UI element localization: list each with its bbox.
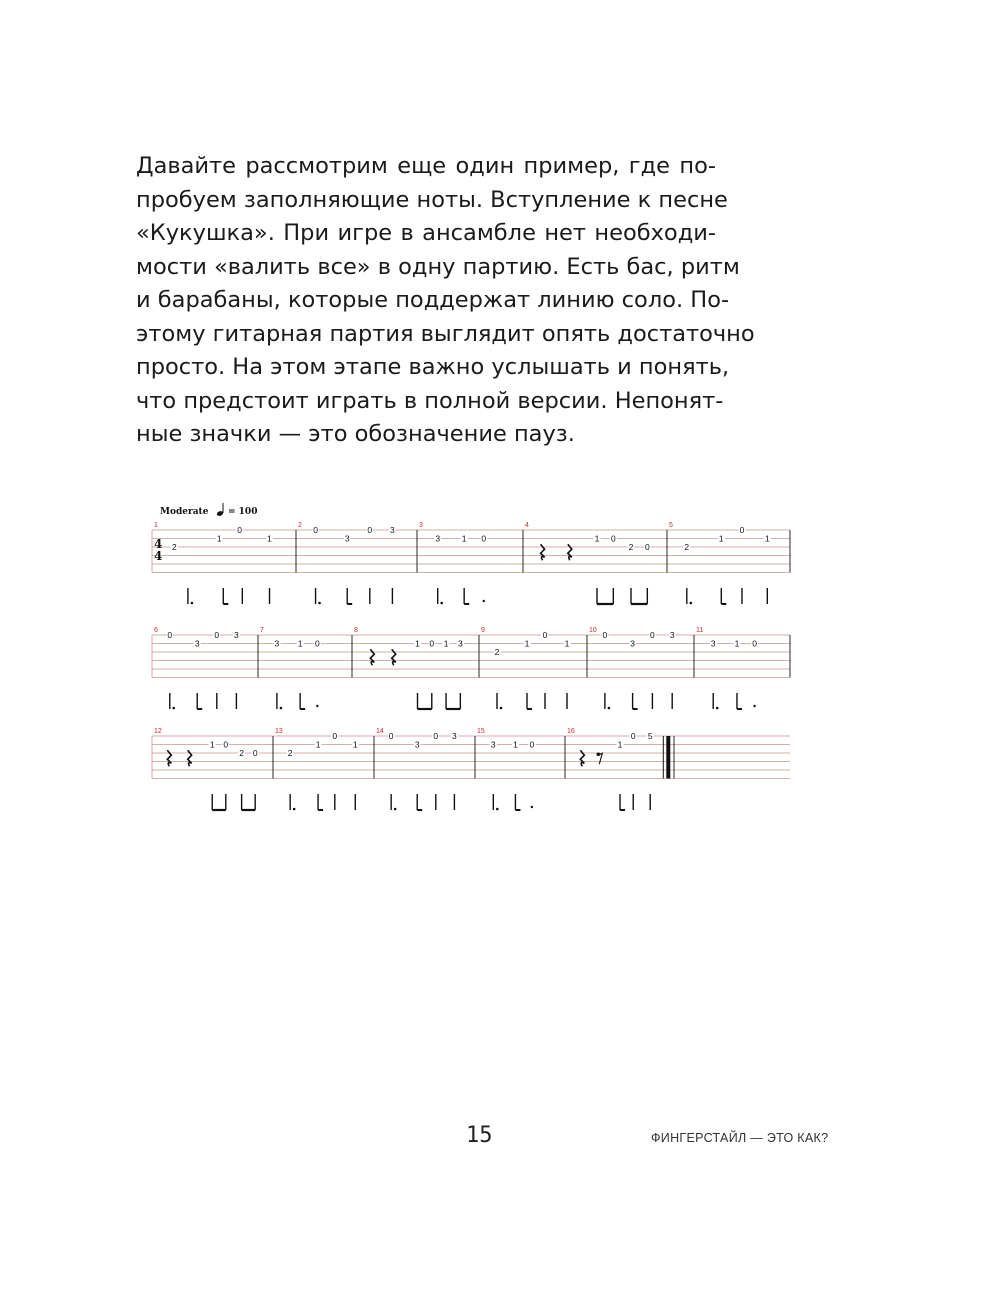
fret-number: 3 bbox=[234, 630, 239, 640]
fret-number: 0 bbox=[644, 542, 650, 552]
measure-number: 13 bbox=[275, 728, 283, 735]
tablature-svg bbox=[146, 495, 800, 825]
rhythm-dot bbox=[394, 808, 397, 811]
tempo-value: = 100 bbox=[228, 507, 258, 517]
fret-number: 3 bbox=[669, 630, 675, 640]
fret-number: 0 bbox=[367, 525, 373, 535]
fret-number: 3 bbox=[194, 638, 200, 649]
fret-number: 3 bbox=[414, 739, 420, 750]
fret-number: 3 bbox=[457, 638, 463, 649]
measure-number: 14 bbox=[376, 728, 384, 735]
measure-number: 12 bbox=[154, 728, 162, 735]
rhythm-dot bbox=[191, 602, 194, 605]
measure-number: 11 bbox=[696, 627, 704, 634]
fret-number: 2 bbox=[171, 542, 177, 552]
fret-number: 0 bbox=[314, 638, 320, 649]
fret-number: 0 bbox=[167, 630, 173, 640]
fret-number: 1 bbox=[315, 739, 321, 750]
fret-number: 2 bbox=[239, 748, 244, 758]
fret-number: 1 bbox=[513, 739, 518, 750]
measure-number: 16 bbox=[567, 728, 575, 735]
measure-number: 5 bbox=[669, 522, 673, 529]
fret-number: 0 bbox=[237, 525, 242, 535]
rhythm-half-mark bbox=[483, 600, 485, 602]
fret-number: 1 bbox=[718, 533, 724, 544]
measure-number: 7 bbox=[260, 627, 264, 634]
fret-number: 2 bbox=[684, 542, 690, 552]
paragraph-line: пробуем заполняющие ноты. Вступление к песне bbox=[136, 186, 728, 213]
tempo-label: Moderate bbox=[160, 507, 209, 517]
measure-number: 10 bbox=[589, 627, 597, 634]
paragraph-line: ные значки — это обозначение пауз. bbox=[136, 421, 575, 447]
fret-number: 1 bbox=[734, 638, 740, 649]
time-signature-bottom: 4 bbox=[154, 549, 163, 563]
fret-number: 1 bbox=[594, 533, 600, 544]
eighth-rest-stem bbox=[598, 753, 602, 764]
measure-number: 2 bbox=[298, 522, 302, 529]
fret-number: 0 bbox=[429, 638, 435, 649]
rhythm-dot bbox=[500, 707, 503, 710]
fret-number: 3 bbox=[490, 739, 496, 750]
fret-number: 1 bbox=[617, 739, 623, 750]
fret-number: 1 bbox=[216, 533, 222, 544]
paragraph-line: Давайте рассмотрим еще один пример, где по- bbox=[136, 153, 716, 179]
measure-number: 4 bbox=[525, 522, 529, 529]
measure-number: 15 bbox=[477, 728, 485, 735]
fret-number: 1 bbox=[352, 739, 358, 750]
fret-number: 0 bbox=[313, 525, 318, 535]
fret-number: 1 bbox=[415, 638, 420, 649]
paragraph-line: мости «валить все» в одну партию. Есть бас, ритм bbox=[136, 253, 740, 280]
fret-number: 0 bbox=[332, 731, 338, 741]
fret-number: 0 bbox=[602, 630, 608, 640]
fret-number: 3 bbox=[390, 525, 395, 535]
paragraph-line: и барабаны, которые поддержат линию соло. По- bbox=[136, 287, 730, 313]
fret-number: 5 bbox=[647, 731, 653, 741]
fret-number: 1 bbox=[564, 638, 570, 649]
rhythm-dot bbox=[293, 808, 296, 811]
fret-number: 3 bbox=[344, 533, 350, 544]
fret-number: 0 bbox=[223, 739, 229, 750]
fret-number: 3 bbox=[274, 638, 280, 649]
fret-number: 0 bbox=[214, 630, 220, 640]
final-thick-barline bbox=[666, 736, 670, 779]
measure-number: 1 bbox=[154, 522, 158, 529]
rhythm-dot bbox=[440, 602, 443, 605]
fret-number: 3 bbox=[630, 638, 635, 649]
paragraph-line: просто. На этом этапе важно услышать и понять, bbox=[136, 354, 730, 380]
rhythm-dot bbox=[608, 707, 611, 710]
measure-number: 8 bbox=[354, 627, 358, 634]
guitar-tablature bbox=[146, 495, 800, 825]
fret-number: 1 bbox=[764, 533, 770, 544]
fret-number: 0 bbox=[529, 739, 535, 750]
fret-number: 3 bbox=[452, 731, 457, 741]
measure-number: 9 bbox=[481, 627, 485, 634]
fret-number: 2 bbox=[494, 647, 500, 657]
body-paragraph bbox=[136, 150, 755, 452]
rhythm-half-mark bbox=[753, 705, 755, 707]
fret-number: 2 bbox=[287, 748, 293, 758]
fret-number: 0 bbox=[739, 525, 745, 535]
fret-number: 0 bbox=[610, 533, 616, 544]
fret-number: 0 bbox=[542, 630, 548, 640]
fret-number: 0 bbox=[388, 731, 394, 741]
fret-number: 0 bbox=[650, 630, 655, 640]
fret-number: 1 bbox=[297, 638, 303, 649]
rhythm-dot bbox=[690, 602, 693, 605]
fret-number: 0 bbox=[630, 731, 636, 741]
measure-number: 3 bbox=[419, 522, 423, 529]
time-signature-top: 4 bbox=[154, 537, 163, 551]
measure-number: 6 bbox=[154, 627, 158, 634]
fret-number: 3 bbox=[435, 533, 441, 544]
paragraph-line: этому гитарная партия выглядит опять достаточно bbox=[136, 320, 755, 347]
fret-number: 1 bbox=[209, 739, 215, 750]
page-number: 15 bbox=[466, 1123, 493, 1148]
fret-number: 3 bbox=[710, 638, 716, 649]
fret-number: 0 bbox=[433, 731, 439, 741]
running-head: ФИНГЕРСТАЙЛ — ЭТО КАК? bbox=[651, 1131, 829, 1145]
fret-number: 2 bbox=[628, 542, 634, 552]
rhythm-dot bbox=[318, 602, 321, 605]
rhythm-dot bbox=[496, 808, 499, 811]
fret-number: 1 bbox=[267, 533, 272, 544]
paragraph-line: «Кукушка». При игре в ансамбле нет необходи- bbox=[136, 220, 716, 246]
fret-number: 0 bbox=[252, 748, 258, 758]
rhythm-half-mark bbox=[531, 806, 533, 808]
fret-number: 0 bbox=[481, 533, 487, 544]
fret-number: 1 bbox=[524, 638, 530, 649]
rhythm-half-mark bbox=[316, 705, 318, 707]
rhythm-dot bbox=[716, 707, 719, 710]
paragraph-line: что предстоит играть в полной версии. Непонят- bbox=[136, 387, 724, 414]
fret-number: 1 bbox=[461, 533, 467, 544]
fret-number: 0 bbox=[752, 638, 757, 649]
rhythm-dot bbox=[172, 707, 175, 710]
fret-number: 1 bbox=[443, 638, 449, 649]
rhythm-dot bbox=[280, 707, 283, 710]
